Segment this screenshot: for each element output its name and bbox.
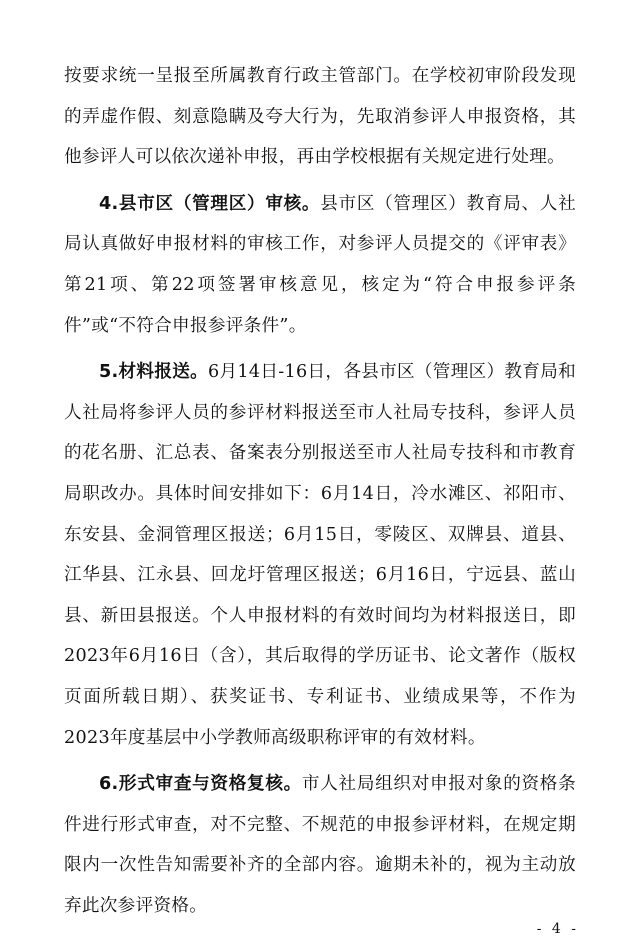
page-number: - 4 -: [536, 921, 579, 937]
paragraph-text: 市人社局组织对申报对象的资格条件进行形式审查，对不完整、不规范的申报参评材料，在规定期限内一次性告知需要补齐的全部内容。逾期未补的，视为主动放弃此次参评资格。: [64, 774, 576, 916]
paragraph-text: 按要求统一呈报至所属教育行政主管部门。在学校初审阶段发现的弄虚作假、刻意隐瞒及夸大行为，先取消参评人申报资格，其他参评人可以依次递补申报，再由学校根据有关规定进行处理。: [64, 66, 576, 168]
document-page: [64, 56, 576, 932]
paragraph-formal-review: [64, 764, 576, 926]
section-heading: 5.材料报送。: [99, 362, 209, 383]
paragraph-continuation: [64, 56, 576, 178]
paragraph-text: 县市区（管理区）教育局、人社局认真做好申报材料的审核工作，对参评人员提交的《评审表》第21项、第22项签署审核意见，核定为“符合申报参评条件”或“不符合申报参评条件”。: [64, 193, 576, 336]
paragraph-county-review: [64, 184, 576, 346]
section-heading: 4.县市区（管理区）审核。: [99, 193, 321, 214]
section-heading: 6.形式审查与资格复核。: [99, 774, 302, 795]
paragraph-text: 6月14日-16日，各县市区（管理区）教育局和人社局将参评人员的参评材料报送至市人社局专技科，参评人员的花名册、汇总表、备案表分别报送至市人社局专技科和市教育局职改办。具体时间安排如下：6月14日，冷水滩区、祁阳市、东安县、金洞管理区报送；6月15日，零陵区、双牌县、道县、江华县、江永县、回龙圩管理区报送；6月16日，宁远县、蓝山县、新田县报送。个人申报材料的有效时间均为材料报送日，即2023年6月16日（含），其后取得的学历证书、论文著作（版权页面所载日期）、获奖证书、专利证书、业绩成果等，不作为2023年度基层中小学教师高级职称评审的有效材料。: [64, 362, 576, 748]
paragraph-material-submission: [64, 352, 576, 758]
